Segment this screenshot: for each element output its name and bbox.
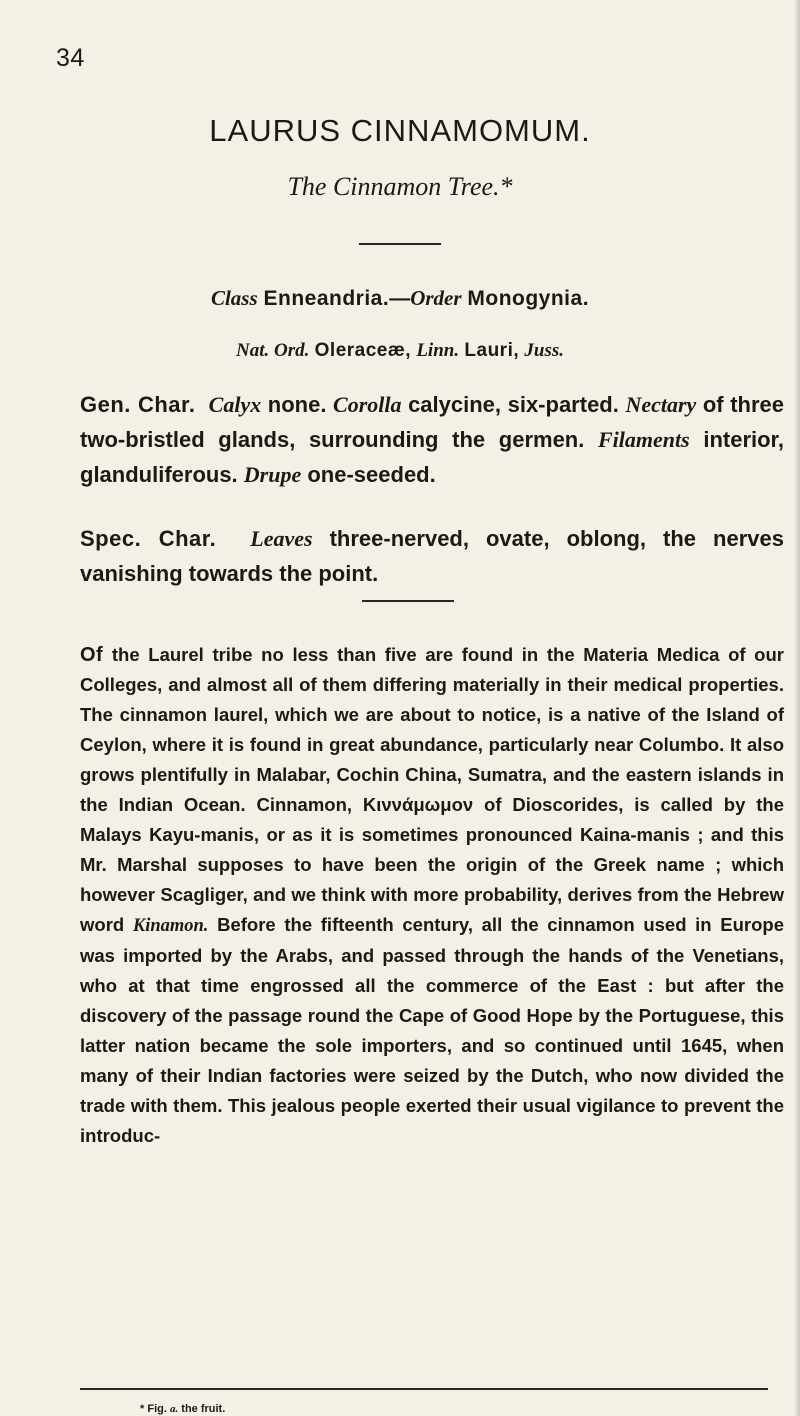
section-divider-rule [362, 600, 454, 602]
text-run: three-nerved, ovate, oblong, the nerves vanishing towards the point. [80, 526, 784, 586]
footnote-fig: Fig. [147, 1403, 167, 1415]
text-run: the Laurel tribe no less than five are found in the Materia Medica of our Colleges, and almost all of them differing materially in their medical properties. The cinnamon laurel, which we are about to notice, is a native of the Island of Ceylon, where it is found in great abundance, particularly near Columbo. It also grows plentifully in Malabar, Cochin China, Sumatra, and the eastern islands in the Indian Ocean. Cinnamon, Κιννάμωμον of Dioscorides, is called by the Malays Kayu-manis, or as it is sometimes pronounced Kaina-manis ; and this Mr. Marshal supposes to have been the origin of the Greek name ; which however Scagliger, and we think with more probability, derives from the Hebrew word [80, 644, 784, 935]
natord-label: Nat. Ord. [235, 340, 310, 361]
footnote [140, 1403, 225, 1415]
juss-label: Juss. [524, 340, 565, 361]
text-run: one-seeded. [301, 462, 436, 487]
generic-character-text [80, 387, 784, 492]
natord-name: Oleraceæ, [314, 340, 412, 361]
page-number: 34 [56, 44, 85, 72]
body-paragraph [80, 640, 784, 1151]
class-order-line [0, 286, 800, 311]
footnote-rule [80, 1388, 768, 1390]
italic-term: Leaves [250, 526, 313, 551]
order-name: Monogynia. [467, 287, 590, 310]
body-first-word: Of [80, 644, 104, 666]
class-label: Class [210, 286, 258, 310]
italic-term: Filaments [598, 427, 690, 452]
specific-character-text [80, 521, 784, 591]
italic-term: Kinamon. [132, 916, 209, 936]
text-run: interior, glanduliferous. [80, 427, 785, 487]
italic-term: Corolla [333, 392, 402, 417]
generic-character-label: Gen. Char. [80, 392, 196, 417]
natural-order-line [0, 340, 800, 362]
italic-term: Nectary [625, 392, 697, 417]
linn-label: Linn. [416, 340, 460, 361]
page-edge-shadow [794, 0, 800, 1416]
text-run: calycine, six-parted. [401, 392, 626, 417]
page-subtitle: The Cinnamon Tree.* [287, 172, 513, 201]
text-run: Before the fifteenth century, all the cinnamon used in Europe was imported by the Arabs, and passed through the hands of the Venetians, who at that time engrossed all the commerce of the East : but after the discovery of the passage round the Cape of Good Hope by the Portuguese, this latter nation became the sole importers, and so continued until 1645, when many of their Indian factories were seized by the Dutch, who now divided the trade with them. This jealous people exerted their usual vigilance to prevent the introduc- [80, 914, 784, 1146]
generic-character [80, 387, 784, 492]
class-dash: — [389, 287, 411, 310]
italic-term: Drupe [243, 462, 302, 487]
specific-character [80, 521, 784, 591]
divider-rule [359, 243, 441, 245]
italic-term: Calyx [208, 392, 262, 417]
text-run: of three two-bristled glands, surrounding the germen. [80, 392, 785, 452]
lauri-name: Lauri, [464, 340, 520, 361]
specific-character-label: Spec. Char. [80, 526, 217, 551]
page-title: LAURUS CINNAMOMUM. [209, 113, 591, 148]
text-run: none. [261, 392, 334, 417]
footnote-marker: * [140, 1403, 145, 1415]
class-name: Enneandria. [263, 287, 390, 310]
footnote-text: the fruit. [181, 1403, 226, 1415]
order-label: Order [410, 286, 462, 310]
footnote-letter: a. [169, 1403, 179, 1415]
